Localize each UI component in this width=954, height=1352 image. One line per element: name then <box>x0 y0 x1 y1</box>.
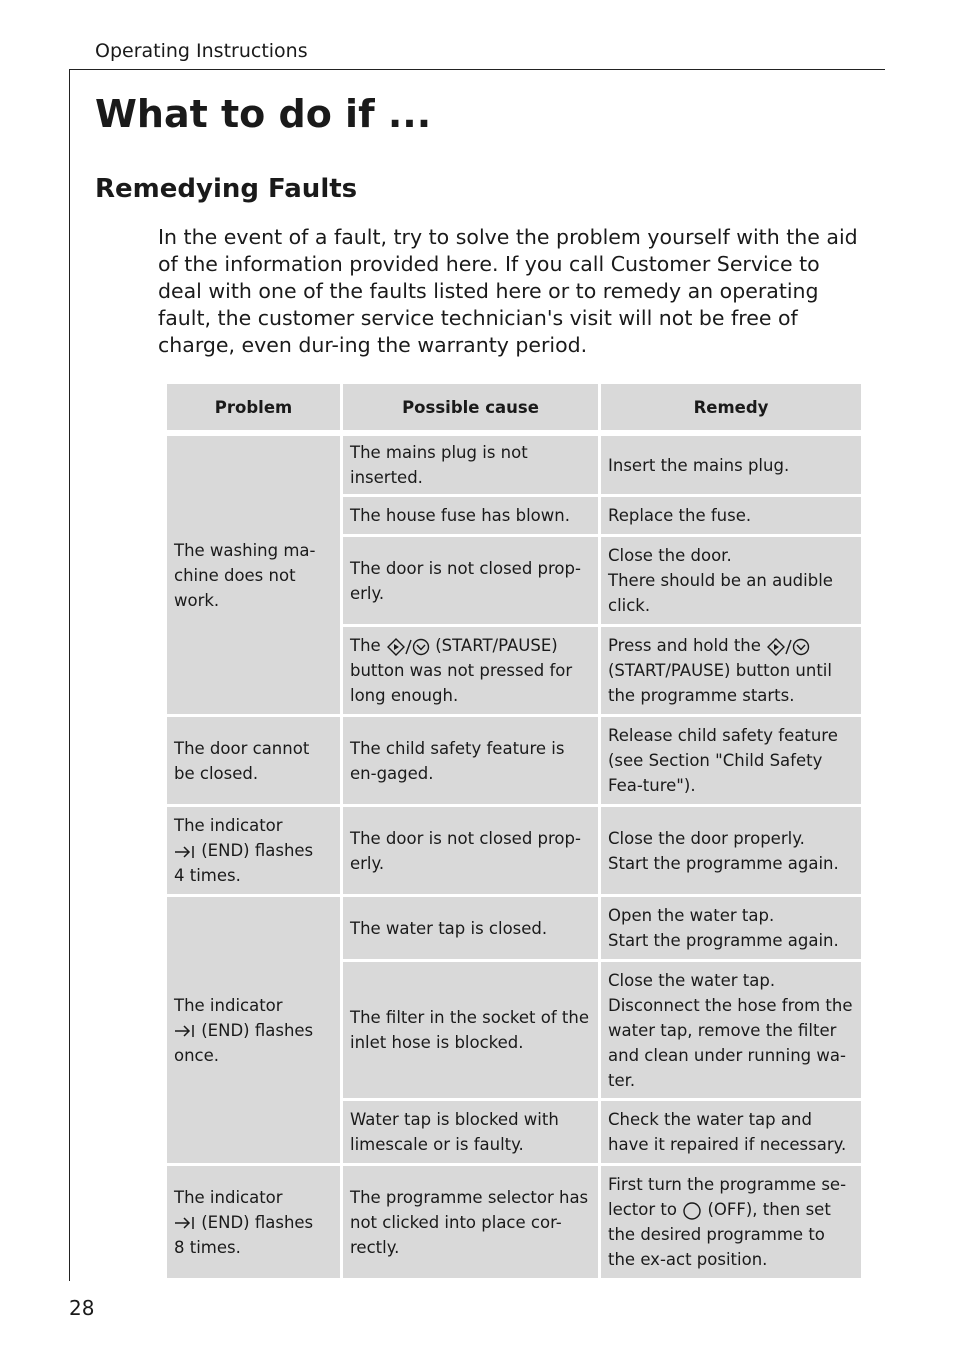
cause-cell: The mains plug is not inserted. <box>343 436 598 494</box>
cause-cell: The house fuse has blown. <box>343 497 598 534</box>
column-header-cause: Possible cause <box>343 384 598 430</box>
table-row <box>167 897 861 959</box>
table-header-row <box>167 384 861 430</box>
cause-cell: The programme selector has not clicked into place cor-rectly. <box>343 1166 598 1278</box>
problem-line: once. <box>174 1045 220 1065</box>
remedy-cell: Release child safety feature (see Section "Child Safety Fea-ture"). <box>601 717 861 804</box>
margin-rule <box>69 69 70 1281</box>
off-circle-icon <box>682 1201 702 1221</box>
intro-paragraph: In the event of a fault, try to solve the problem yourself with the aid of the information provided here. If you call Customer Service to deal with one of the faults listed here or to remedy an operating fault, the customer service technician's visit will not be free of charge, even dur-ing the warranty period. <box>158 225 858 357</box>
table-row <box>167 807 861 894</box>
remedy-text: First turn the programme se-lector to <box>608 1175 847 1219</box>
table-row <box>167 436 861 494</box>
problem-cell <box>167 1166 340 1278</box>
remedy-line: Close the door. <box>608 546 732 565</box>
remedy-cell <box>601 537 861 624</box>
remedy-line: Start the programme again. <box>608 853 839 873</box>
remedy-cell <box>601 962 861 1098</box>
cause-cell: Water tap is blocked with limescale or is faulty. <box>343 1101 598 1163</box>
cause-cell: The door is not closed prop-erly. <box>343 537 598 624</box>
remedy-line: Start the programme again. <box>608 931 839 950</box>
problem-cell <box>167 897 340 1163</box>
problem-cell: The door cannot be closed. <box>167 717 340 804</box>
remedy-cell <box>601 627 861 714</box>
table-row <box>167 717 861 804</box>
page-number: 28 <box>69 1296 95 1320</box>
problem-line: (END) flashes <box>201 1212 314 1232</box>
remedy-cell: Insert the mains plug. <box>601 436 861 494</box>
end-arrow-icon <box>174 1023 196 1039</box>
remedy-text: (START/PAUSE) button until the programme starts. <box>608 661 832 705</box>
remedy-cell <box>601 897 861 959</box>
header-rule <box>69 69 885 70</box>
remedy-cell: Replace the fuse. <box>601 497 861 534</box>
cause-text: (START/PAUSE) button was not pressed for long enough. <box>350 636 573 705</box>
remedy-cell <box>601 1166 861 1278</box>
problem-line: 8 times. <box>174 1237 241 1257</box>
problem-cell <box>167 807 340 894</box>
remedy-line: Open the water tap. <box>608 906 775 925</box>
fault-table <box>164 381 864 1281</box>
problem-line: 4 times. <box>174 866 241 885</box>
section-title: Remedying Faults <box>95 174 358 204</box>
start-pause-icon <box>766 637 810 657</box>
remedy-line: Close the door properly. <box>608 828 805 848</box>
cause-cell: The filter in the socket of the inlet hose is blocked. <box>343 962 598 1098</box>
remedy-text: (OFF), then set the desired programme to the ex-act position. <box>608 1200 831 1269</box>
problem-cell: The washing ma-chine does not work. <box>167 436 340 714</box>
column-header-remedy: Remedy <box>601 384 861 430</box>
end-arrow-icon <box>174 1215 196 1231</box>
problem-line: The indicator <box>174 816 283 835</box>
cause-cell: The child safety feature is en-gaged. <box>343 717 598 804</box>
running-header: Operating Instructions <box>95 40 308 62</box>
cause-cell <box>343 627 598 714</box>
remedy-line: Close the water tap. <box>608 970 776 990</box>
problem-line: The indicator <box>174 995 283 1015</box>
end-arrow-icon <box>174 844 196 860</box>
page-title: What to do if ... <box>95 92 432 136</box>
column-header-problem: Problem <box>167 384 340 430</box>
remedy-cell: Check the water tap and have it repaired if necessary. <box>601 1101 861 1163</box>
cause-text: The <box>350 636 381 655</box>
remedy-line: Disconnect the hose from the water tap, remove the filter and clean under running wa-ter. <box>608 995 853 1090</box>
remedy-cell <box>601 807 861 894</box>
table-row <box>167 1166 861 1278</box>
remedy-text: Press and hold the <box>608 636 761 655</box>
remedy-line: There should be an audible click. <box>608 571 833 615</box>
problem-line: (END) flashes <box>201 1020 314 1040</box>
cause-cell: The door is not closed prop-erly. <box>343 807 598 894</box>
problem-line: (END) flashes <box>201 841 314 860</box>
problem-line: The indicator <box>174 1187 283 1207</box>
start-pause-icon <box>386 637 430 657</box>
cause-cell: The water tap is closed. <box>343 897 598 959</box>
